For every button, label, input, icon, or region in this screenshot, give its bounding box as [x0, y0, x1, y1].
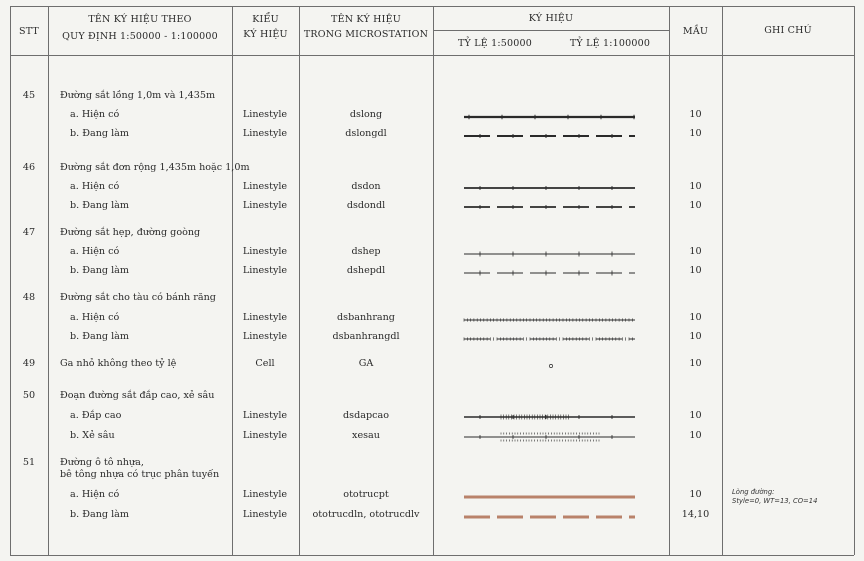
row-ms-name: dshepdl: [346, 265, 386, 276]
row-type: Linestyle: [242, 509, 288, 520]
group-title: Đường sắt cho tàu có bánh răng: [60, 292, 216, 303]
row-type: Linestyle: [242, 430, 288, 441]
group-stt: 48: [22, 292, 36, 303]
row-color: 10: [689, 312, 702, 323]
table-top-border: [10, 6, 854, 7]
group-stt: 49: [22, 358, 36, 369]
row-color: 10: [689, 246, 702, 257]
col-divider-name: [232, 6, 233, 555]
col-divider-ms: [433, 6, 434, 555]
symbol-cutting-rail: [433, 430, 669, 444]
row-ms-name: dshep: [351, 246, 381, 257]
note-line2: Style=0, WT=13, CO=14: [732, 497, 818, 505]
header-color: MẦU: [682, 26, 709, 37]
group-stt: 47: [22, 227, 36, 238]
symbol-double-rail-solid: [433, 110, 669, 124]
header-scale-100000: TỶ LỆ 1:100000: [569, 38, 651, 49]
row-label: b. Xẻ sâu: [70, 430, 115, 441]
row-label: b. Đang làm: [70, 509, 129, 520]
group-title: Đoạn đường sắt đắp cao, xẻ sâu: [60, 390, 215, 401]
header-ms-line2: TRONG MICROSTATION: [303, 29, 429, 40]
symbol-embankment-rail: [433, 410, 669, 424]
group-stt: 51: [22, 457, 36, 468]
row-color: 10: [689, 430, 702, 441]
row-ms-name: xesau: [352, 430, 380, 441]
symbol-rack-rail-dashed: [433, 332, 669, 346]
symbol-double-rail-dashed: [433, 129, 669, 143]
row-color: 10: [689, 128, 702, 139]
cell-type: Cell: [255, 358, 275, 369]
row-ms-name: dsdondl: [346, 200, 386, 211]
header-name-line1: TÊN KÝ HIỆU THEO: [88, 14, 192, 25]
row-type: Linestyle: [242, 109, 288, 120]
row-ms-name: dslongdl: [345, 128, 387, 139]
symbol-narrow-rail-solid: [433, 247, 669, 261]
row-color: 10: [689, 331, 702, 342]
row-label: a. Hiện có: [70, 246, 120, 257]
col-divider-type: [299, 6, 300, 555]
row-type: Linestyle: [242, 312, 288, 323]
row-ms-name: ototrucpt: [343, 489, 389, 500]
row-color: 10: [689, 410, 702, 421]
row-ms-name: dsdapcao: [343, 410, 389, 421]
row-type: Linestyle: [242, 265, 288, 276]
row-ms-name: dslong: [349, 109, 383, 120]
row-label: a. Hiện có: [70, 109, 120, 120]
group-title: Đường sắt lồng 1,0m và 1,435m: [60, 90, 216, 101]
cell-color: 10: [689, 358, 702, 369]
row-type: Linestyle: [242, 181, 288, 192]
header-name-line2: QUY ĐỊNH 1:50000 - 1:100000: [62, 31, 218, 42]
symbol-station-cell: [433, 359, 669, 373]
group-stt: 46: [22, 162, 36, 173]
row-color: 10: [689, 181, 702, 192]
row-label: b. Đang làm: [70, 331, 129, 342]
row-label: b. Đang làm: [70, 200, 129, 211]
row-label: a. Hiện có: [70, 181, 120, 192]
border-right: [854, 6, 855, 555]
group-stt: 45: [22, 90, 36, 101]
row-label: b. Đang làm: [70, 265, 129, 276]
header-stt: STT: [19, 26, 39, 37]
row-color: 10: [689, 109, 702, 120]
group-title: Đường ô tô nhựa,: [60, 457, 144, 468]
group-title: Đường sắt hẹp, đường goòng: [60, 227, 201, 238]
symbol-station-mark: [549, 364, 552, 367]
row-label: a. Hiện có: [70, 489, 120, 500]
row-label: b. Đang làm: [70, 128, 129, 139]
row-type: Linestyle: [242, 246, 288, 257]
symbol-asphalt-road-solid: [433, 490, 669, 504]
group-title: Đường sắt đơn rộng 1,435m hoặc 1,0m: [60, 162, 250, 173]
row-label: a. Đắp cao: [70, 410, 122, 421]
row-ms-name: ototrucdln, ototrucdlv: [312, 509, 420, 520]
header-bottom-border: [10, 55, 854, 56]
col-divider-color: [722, 6, 723, 555]
row-type: Linestyle: [242, 331, 288, 342]
border-left: [10, 6, 11, 555]
table-bottom-border: [10, 555, 854, 556]
header-ms-line1: TÊN KÝ HIỆU: [331, 14, 401, 25]
symbol-header-divider: [433, 30, 669, 31]
row-color: 10: [689, 265, 702, 276]
row-color: 10: [689, 489, 702, 500]
row-color: 14,10: [681, 509, 710, 520]
row-type: Linestyle: [242, 128, 288, 139]
col-divider-stt: [48, 6, 49, 555]
symbol-asphalt-road-dashed: [433, 510, 669, 524]
row-ms-name: dsbanhrang: [337, 312, 395, 323]
header-type-line2: KÝ HIỆU: [243, 29, 288, 40]
symbol-rack-rail-solid: [433, 313, 669, 327]
header-symbol: KÝ HIỆU: [528, 13, 574, 24]
group-title-line2: bê tông nhựa có trục phân tuyến: [60, 469, 220, 480]
symbol-single-rail-dashed: [433, 200, 669, 214]
row-ms-name: dsdon: [351, 181, 381, 192]
group-title: Ga nhỏ không theo tỷ lệ: [60, 358, 177, 369]
row-type: Linestyle: [242, 200, 288, 211]
row-label: a. Hiện có: [70, 312, 120, 323]
row-type: Linestyle: [242, 410, 288, 421]
row-ms-name: dsbanhrangdl: [332, 331, 400, 342]
col-divider-symbol: [669, 6, 670, 555]
symbol-single-rail-solid: [433, 181, 669, 195]
header-type-line1: KIỂU: [252, 14, 279, 25]
symbol-narrow-rail-dashed: [433, 266, 669, 280]
cell-ms-name: GA: [358, 358, 374, 369]
group-stt: 50: [22, 390, 36, 401]
row-color: 10: [689, 200, 702, 211]
header-scale-50000: TỶ LỆ 1:50000: [458, 38, 532, 49]
header-note: GHI CHÚ: [764, 25, 812, 36]
note-line1: Lòng đường:: [732, 488, 775, 496]
row-type: Linestyle: [242, 489, 288, 500]
